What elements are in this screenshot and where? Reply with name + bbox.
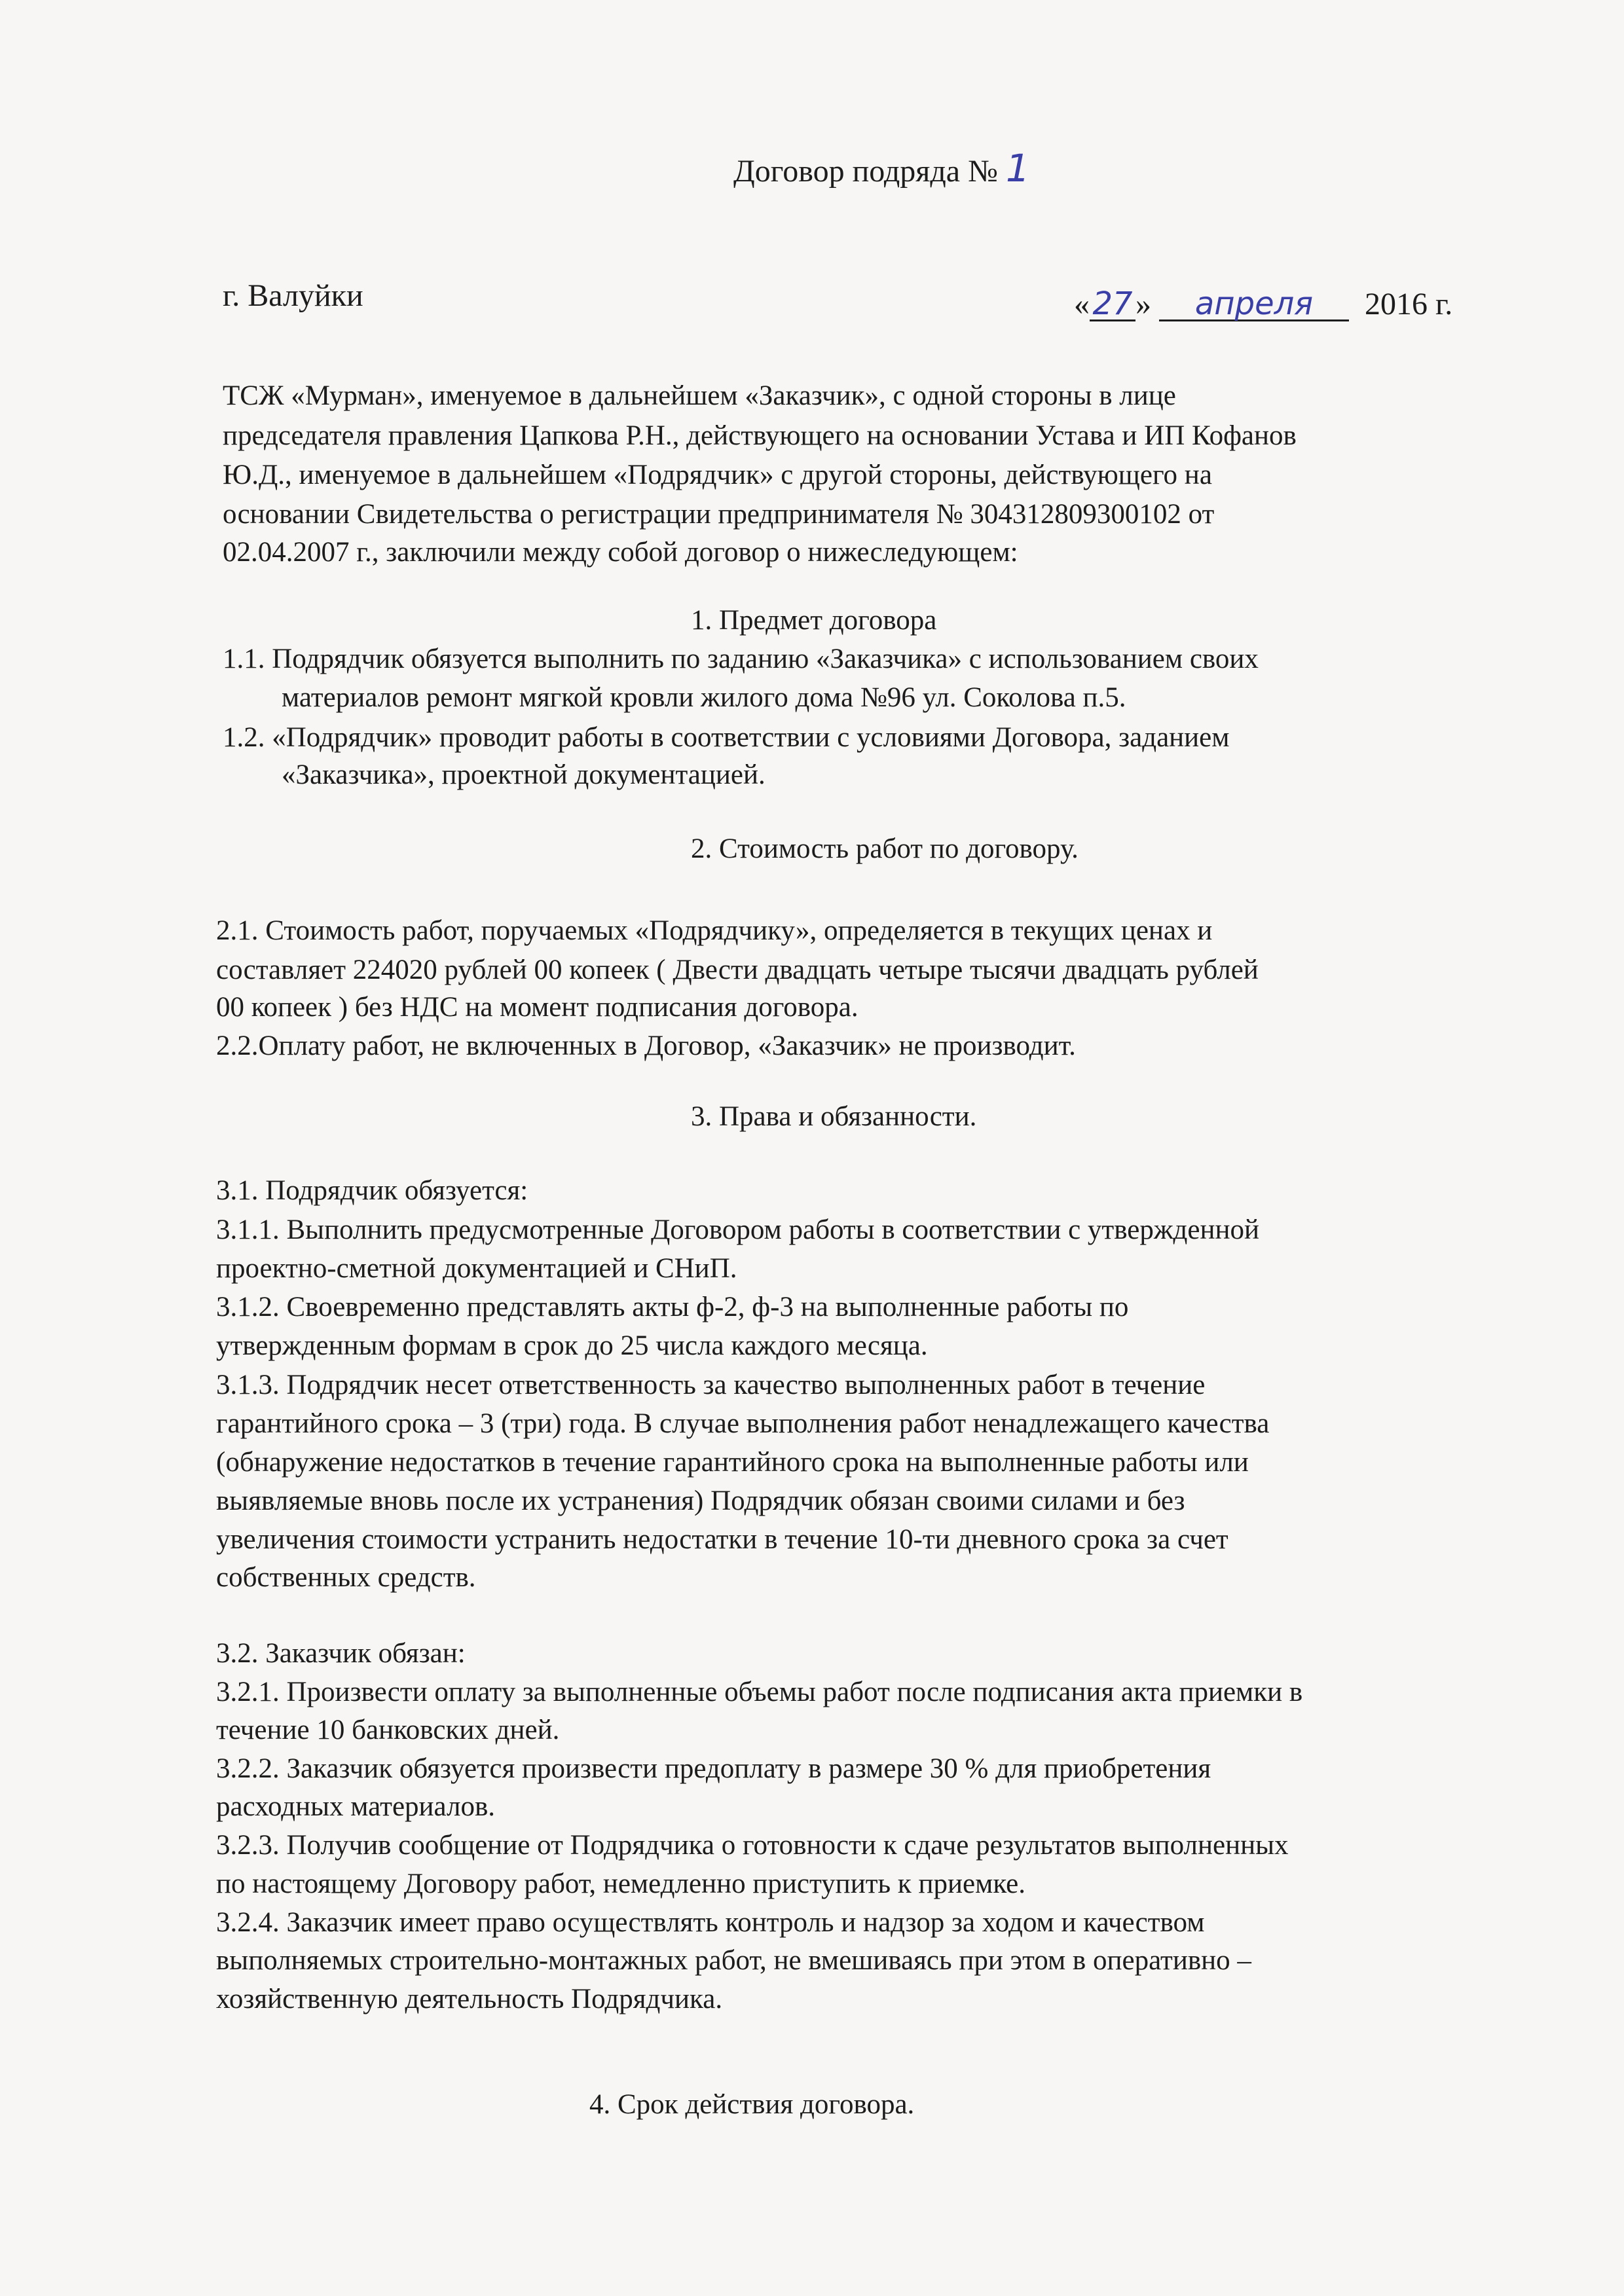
- section3-clause: 3.1.1. Выполнить предусмотренные Договором работы в соответствии с утвержденной: [216, 1214, 1260, 1245]
- preamble-line: председателя правления Цапкова Р.Н., действующего на основании Устава и ИП Кофанов: [223, 420, 1297, 451]
- preamble-line: Ю.Д., именуемое в дальнейшем «Подрядчик» с другой стороны, действующего на: [223, 460, 1212, 490]
- section3-clause: по настоящему Договору работ, немедленно приступить к приемке.: [216, 1868, 1025, 1899]
- contract-number: 1: [1005, 146, 1030, 191]
- section3-clause: расходных материалов.: [216, 1791, 496, 1822]
- section2-clause: 2.2.Оплату работ, не включенных в Договор, «Заказчик» не производит.: [216, 1030, 1076, 1061]
- city: г. Валуйки: [223, 278, 363, 313]
- section2-heading: 2. Стоимость работ по договору.: [691, 833, 1079, 864]
- title-text: Договор подряда №: [733, 154, 998, 189]
- section3-heading: 3. Права и обязанности.: [691, 1101, 977, 1132]
- date-day: 27: [1090, 288, 1135, 321]
- section3-clause: 3.2. Заказчик обязан:: [216, 1638, 466, 1669]
- section3-clause: (обнаружение недостатков в течение гарантийного срока на выполненные работы или: [216, 1447, 1249, 1478]
- section3-clause: увеличения стоимости устранить недостатки в течение 10-ти дневного срока за счет: [216, 1524, 1228, 1555]
- section1-clause: 1.2. «Подрядчик» проводит работы в соответствии с условиями Договора, заданием: [223, 722, 1230, 753]
- contract-date: [1074, 285, 1453, 322]
- section3-clause: хозяйственную деятельность Подрядчика.: [216, 1984, 723, 2014]
- section3-clause: 3.1.3. Подрядчик несет ответственность за качество выполненных работ в течение: [216, 1370, 1206, 1400]
- section3-clause: собственных средств.: [216, 1562, 476, 1593]
- section4-heading: 4. Срок действия договора.: [589, 2089, 915, 2120]
- section3-clause: 3.2.1. Произвести оплату за выполненные объемы работ после подписания акта приемки в: [216, 1677, 1303, 1707]
- section3-clause: утвержденным формам в срок до 25 числа каждого месяца.: [216, 1330, 928, 1361]
- section2-clause: составляет 224020 рублей 00 копеек ( Двести двадцать четыре тысячи двадцать рублей: [216, 955, 1259, 985]
- section1-clause: материалов ремонт мягкой кровли жилого дома №96 ул. Соколова п.5.: [282, 682, 1126, 713]
- section3-clause: проектно-сметной документацией и СНиП.: [216, 1253, 737, 1284]
- section3-clause: 3.2.2. Заказчик обязуется произвести предоплату в размере 30 % для приобретения: [216, 1753, 1211, 1784]
- section3-clause: 3.2.4. Заказчик имеет право осуществлять контроль и надзор за ходом и качеством: [216, 1907, 1205, 1938]
- section3-clause: 3.1. Подрядчик обязуется:: [216, 1175, 528, 1206]
- section3-clause: 3.2.3. Получив сообщение от Подрядчика о готовности к сдаче результатов выполненных: [216, 1830, 1289, 1861]
- preamble-line: основании Свидетельства о регистрации предпринимателя № 304312809300102 от: [223, 499, 1215, 530]
- date-year: 2016 г.: [1365, 287, 1453, 321]
- section1-clause: «Заказчика», проектной документацией.: [282, 759, 766, 790]
- section3-clause: течение 10 банковских дней.: [216, 1715, 560, 1745]
- page-title: [733, 146, 1030, 191]
- date-open-quote: «: [1074, 287, 1090, 321]
- date-month: апреля: [1159, 288, 1349, 321]
- date-close-quote: »: [1135, 287, 1151, 321]
- section3-clause: выполняемых строительно-монтажных работ, не вмешиваясь при этом в оперативно –: [216, 1945, 1251, 1976]
- section1-clause: 1.1. Подрядчик обязуется выполнить по заданию «Заказчика» с использованием своих: [223, 644, 1259, 674]
- preamble-line: 02.04.2007 г., заключили между собой договор о нижеследующем:: [223, 537, 1018, 568]
- section2-clause: 2.1. Стоимость работ, поручаемых «Подрядчику», определяется в текущих ценах и: [216, 915, 1213, 946]
- preamble-line: ТСЖ «Мурман», именуемое в дальнейшем «Заказчик», с одной стороны в лице: [223, 380, 1176, 411]
- section3-clause: 3.1.2. Своевременно представлять акты ф-2, ф-3 на выполненные работы по: [216, 1292, 1129, 1322]
- section3-clause: выявляемые вновь после их устранения) Подрядчик обязан своими силами и без: [216, 1485, 1185, 1516]
- section3-clause: гарантийного срока – 3 (три) года. В случае выполнения работ ненадлежащего качества: [216, 1408, 1270, 1439]
- section2-clause: 00 копеек ) без НДС на момент подписания договора.: [216, 992, 858, 1023]
- section1-heading: 1. Предмет договора: [691, 605, 937, 636]
